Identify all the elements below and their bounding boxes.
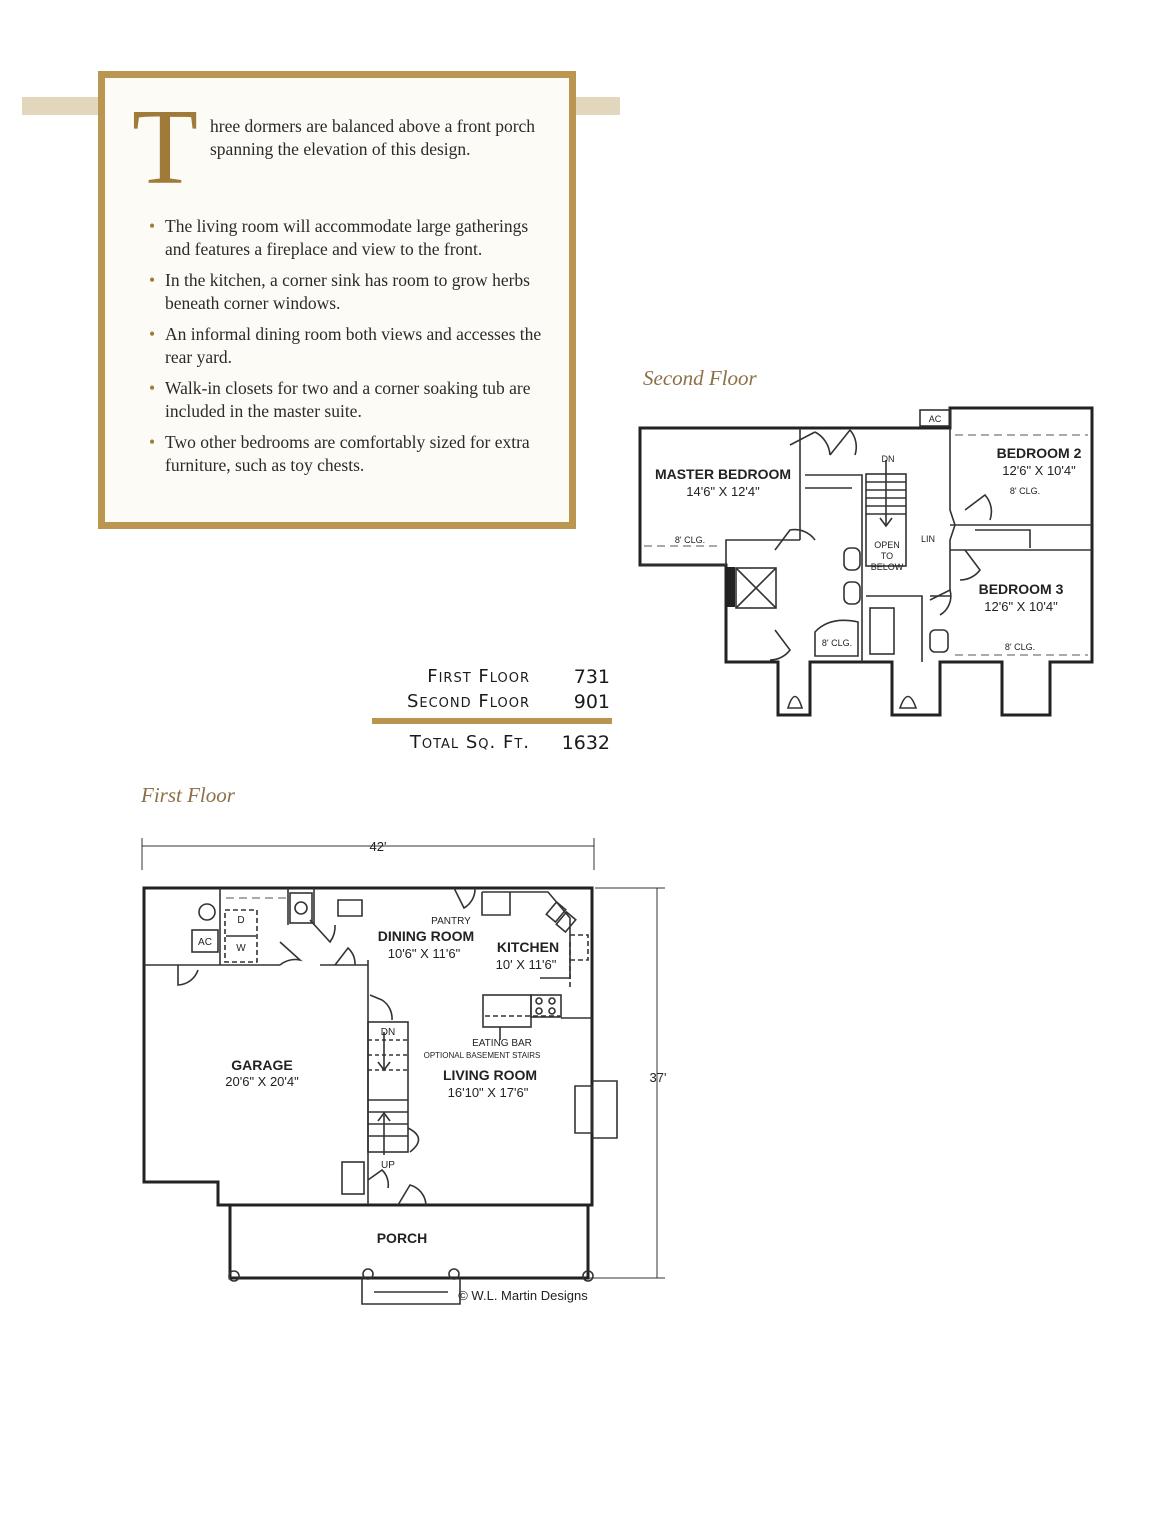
copyright-text: © W.L. Martin Designs: [458, 1288, 588, 1303]
dining-room-dims: 10'6" X 11'6": [387, 946, 461, 961]
pantry-label: PANTRY: [431, 916, 471, 927]
stair-down-label: DN: [881, 454, 895, 464]
first-floor-sqft-value: 731: [573, 666, 610, 688]
porch-label: PORCH: [376, 1230, 428, 1246]
garage-label: GARAGE: [231, 1057, 293, 1073]
stair-down-label: DN: [380, 1027, 396, 1038]
second-floor-title: Second Floor: [643, 366, 757, 390]
kitchen-dims: 10' X 11'6": [495, 957, 557, 972]
bedroom-2-dims: 12'6" X 10'4": [1002, 463, 1076, 478]
feature-item: • The living room will accommodate large gatherings and features a fireplace and view to the front.: [145, 215, 545, 261]
bedroom-3-dims: 12'6" X 10'4": [984, 599, 1058, 614]
garage-dims: 20'6" X 20'4": [225, 1074, 299, 1089]
total-sqft-label: Total Sq. Ft.: [409, 732, 530, 753]
feature-item: • In the kitchen, a corner sink has room to grow herbs beneath corner windows.: [145, 269, 545, 315]
depth-dimension: 37': [649, 1070, 667, 1085]
eating-bar-label: EATING BAR: [472, 1038, 532, 1049]
master-bedroom-dims: 14'6" X 12'4": [686, 484, 760, 499]
feature-item: • Two other bedrooms are comfortably sized for extra furniture, such as toy chests.: [145, 431, 545, 477]
washer-label: W: [236, 943, 246, 954]
bath-ceiling-label: 8' CLG.: [821, 638, 853, 648]
basement-stairs-label: OPTIONAL BASEMENT STAIRS: [423, 1051, 541, 1060]
dryer-label: D: [237, 915, 245, 926]
kitchen-label: KITCHEN: [496, 939, 560, 955]
second-floor-sqft-label: Second Floor: [406, 691, 530, 712]
stair-up-label: UP: [381, 1160, 395, 1171]
feature-item: • Walk-in closets for two and a corner soaking tub are included in the master suite.: [145, 377, 545, 423]
second-floor-plan: [630, 400, 1100, 725]
width-dimension: 42': [369, 839, 387, 854]
drop-cap: T: [132, 88, 198, 207]
living-room-label: LIVING ROOM: [442, 1067, 538, 1083]
master-ceiling-label: 8' CLG.: [674, 535, 706, 545]
open-to-below-line-1: OPEN: [874, 540, 900, 550]
bedroom-3-ceiling-label: 8' CLG.: [1004, 642, 1036, 652]
dining-room-label: DINING ROOM: [377, 928, 475, 944]
intro-paragraph: hree dormers are balanced above a front porch spanning the elevation of this design.: [210, 116, 536, 159]
ac-label: AC: [928, 414, 942, 424]
master-bedroom-label: MASTER BEDROOM: [654, 466, 792, 482]
first-floor-title: First Floor: [141, 783, 235, 807]
ac-label: AC: [198, 937, 212, 948]
sqft-divider: [372, 718, 612, 724]
open-to-below-line-2: TO: [880, 551, 894, 561]
living-room-dims: 16'10" X 17'6": [447, 1085, 529, 1100]
second-floor-sqft-value: 901: [573, 691, 610, 713]
bedroom-2-label: BEDROOM 2: [996, 445, 1082, 461]
total-sqft-value: 1632: [561, 732, 610, 754]
bedroom-2-ceiling-label: 8' CLG.: [1009, 486, 1041, 496]
feature-item: • An informal dining room both views and accesses the rear yard.: [145, 323, 545, 369]
open-to-below-line-3: BELOW: [870, 562, 904, 572]
square-footage-summary: [372, 666, 612, 757]
linen-label: LIN: [920, 534, 936, 544]
description-box: [98, 71, 576, 529]
first-floor-sqft-label: First Floor: [427, 666, 530, 687]
bedroom-3-label: BEDROOM 3: [978, 581, 1064, 597]
first-floor-plan: [130, 830, 680, 1310]
feature-list: [145, 215, 545, 485]
